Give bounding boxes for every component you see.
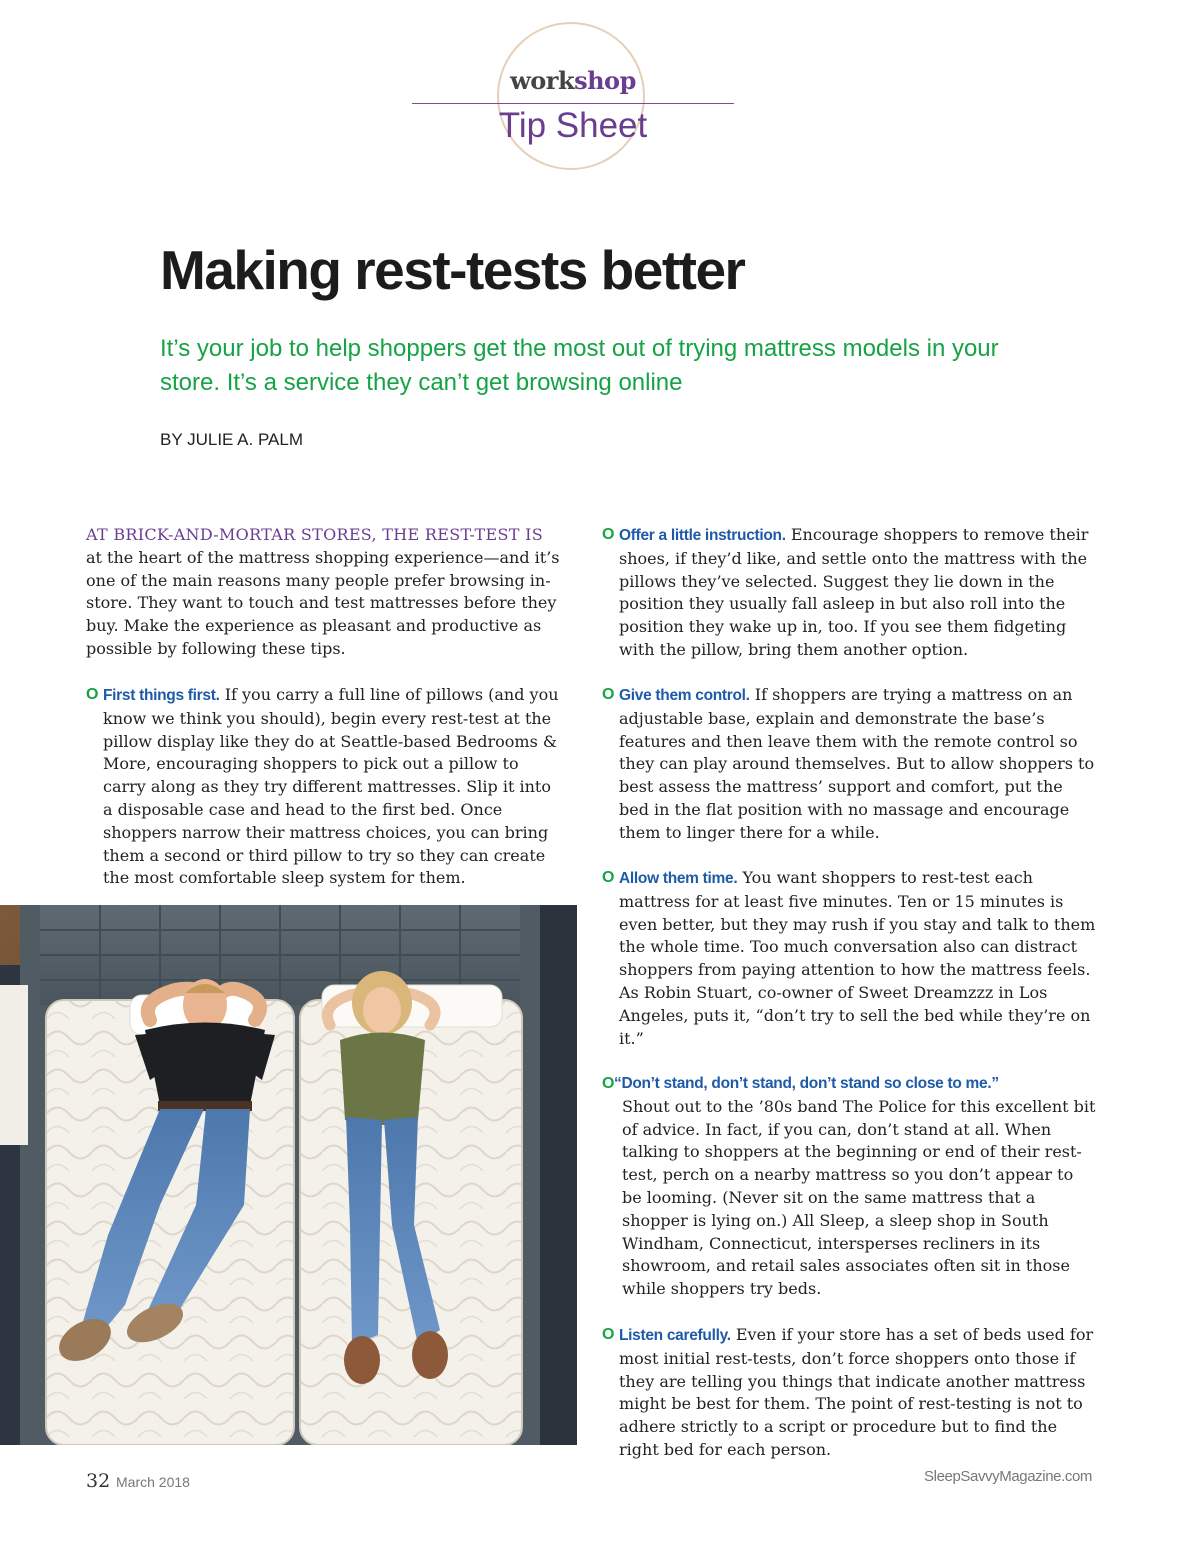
issue-date: March 2018 [116,1474,190,1490]
tip-heading: “Don’t stand, don’t stand, don’t stand so close to me.” [614,1075,999,1092]
tip-text: Encourage shoppers to remove their shoes, if they’d like, and settle onto the mattress with the pillows they’ve selected. Suggest they lie down in the position they usually fall asleep in but also roll into the position they wake up in, too. If you see them fidgeting with the pillow, bring them another option. [619,525,1089,659]
tip-heading: Allow them time. [619,870,738,887]
article-byline: BY JULIE A. PALM [160,430,303,449]
bullet-circle: O [602,526,615,543]
header-badge-rule [412,103,734,104]
tip-text: If you carry a full line of pillows (and you know we think you should), begin every rest-test at the pillow display like they do at Seattle-based Bedrooms & More, encouraging shoppers to pick out a pillow to carry along as they try different mattresses. Slip it into a disposable case and head to the first bed. Once shoppers narrow their mattress choices, you can bring them a second or third pillow to try so they can create the most comfortable sleep system for them. [103,685,559,888]
bullet-circle: O [602,686,615,703]
tip-allow-time [602,867,1096,1050]
section-label-tip-sheet: Tip Sheet [498,106,648,145]
tip-text: Even if your store has a set of beds used for most initial rest-tests, don’t force shoppers onto those if they are telling you things that indicate another mattress might be best for them. The point of rest-testing is not to adhere strictly to a script or procedure but to find the right bed for each person. [619,1325,1094,1459]
tip-dont-stand-close [602,1073,1096,1301]
bullet-circle: O [602,869,615,886]
couple-resting-on-mattresses-photo [0,905,577,1445]
bullet-circle: O [602,1326,615,1343]
intro-paragraph [86,524,562,661]
intro-lead-caps: AT BRICK-AND-MORTAR STORES, THE REST-TEST IS [86,525,543,544]
tip-text: You want shoppers to rest-test each mattress for at least five minutes. Ten or 15 minutes is even better, but they may rush if you stay and talk to them the whole time. Too much conversation also can distract shoppers from paying attention to how the mattress feels. As Robin Stuart, co-owner of Sweet Dreamzzz in Los Angeles, puts it, “don’t try to sell the bed while they’re on it.” [619,868,1096,1048]
article-deck: It’s your job to help shoppers get the most out of trying mattress models in your store. It’s a service they can’t get browsing online [160,335,999,396]
tip-offer-instruction [602,524,1096,662]
tip-heading: Listen carefully. [619,1327,731,1344]
tip-give-control [602,684,1096,845]
tip-heading: Offer a little instruction. [619,527,786,544]
tip-text: If shoppers are trying a mattress on an adjustable base, explain and demonstrate the base’s features and then leave them with the remote control so they can play around themselves. But to allow shoppers to best assess the mattress’ support and comfort, put the bed in the flat position with no massage and encourage them to linger there for a while. [619,685,1095,842]
header-badge-circle [497,22,645,170]
article-title: Making rest-tests better [160,239,745,301]
tip-listen-carefully [602,1324,1096,1462]
tip-heading: Give them control. [619,687,750,704]
bullet-circle: O [86,686,99,703]
bullet-circle: O [602,1075,615,1092]
section-label-workshop: workshop [510,66,636,95]
tip-text: Shout out to the ’80s band The Police for this excellent bit of advice. In fact, if you can, don’t stand at all. When talking to shoppers at the beginning or end of their rest-test, perch on a nearby mattress so you don’t appear to be looming. (Never sit on the same mattress that a shopper is lying on.) All Sleep, a sleep shop in South Windham, Connecticut, intersperses recliners in its showroom, and retail sales associates often sit in those while shoppers try beds. [622,1096,1096,1299]
tip-heading: First things first. [103,687,220,704]
magazine-website: SleepSavvyMagazine.com [924,1468,1092,1485]
intro-text: at the heart of the mattress shopping experience—and it’s one of the main reasons many people prefer browsing in-store. They want to touch and test mattresses before they buy. Make the experience as pleasant and productive as possible by following these tips. [86,547,560,658]
tip-first-things-first [86,684,564,890]
page-number: 32 [86,1470,111,1492]
